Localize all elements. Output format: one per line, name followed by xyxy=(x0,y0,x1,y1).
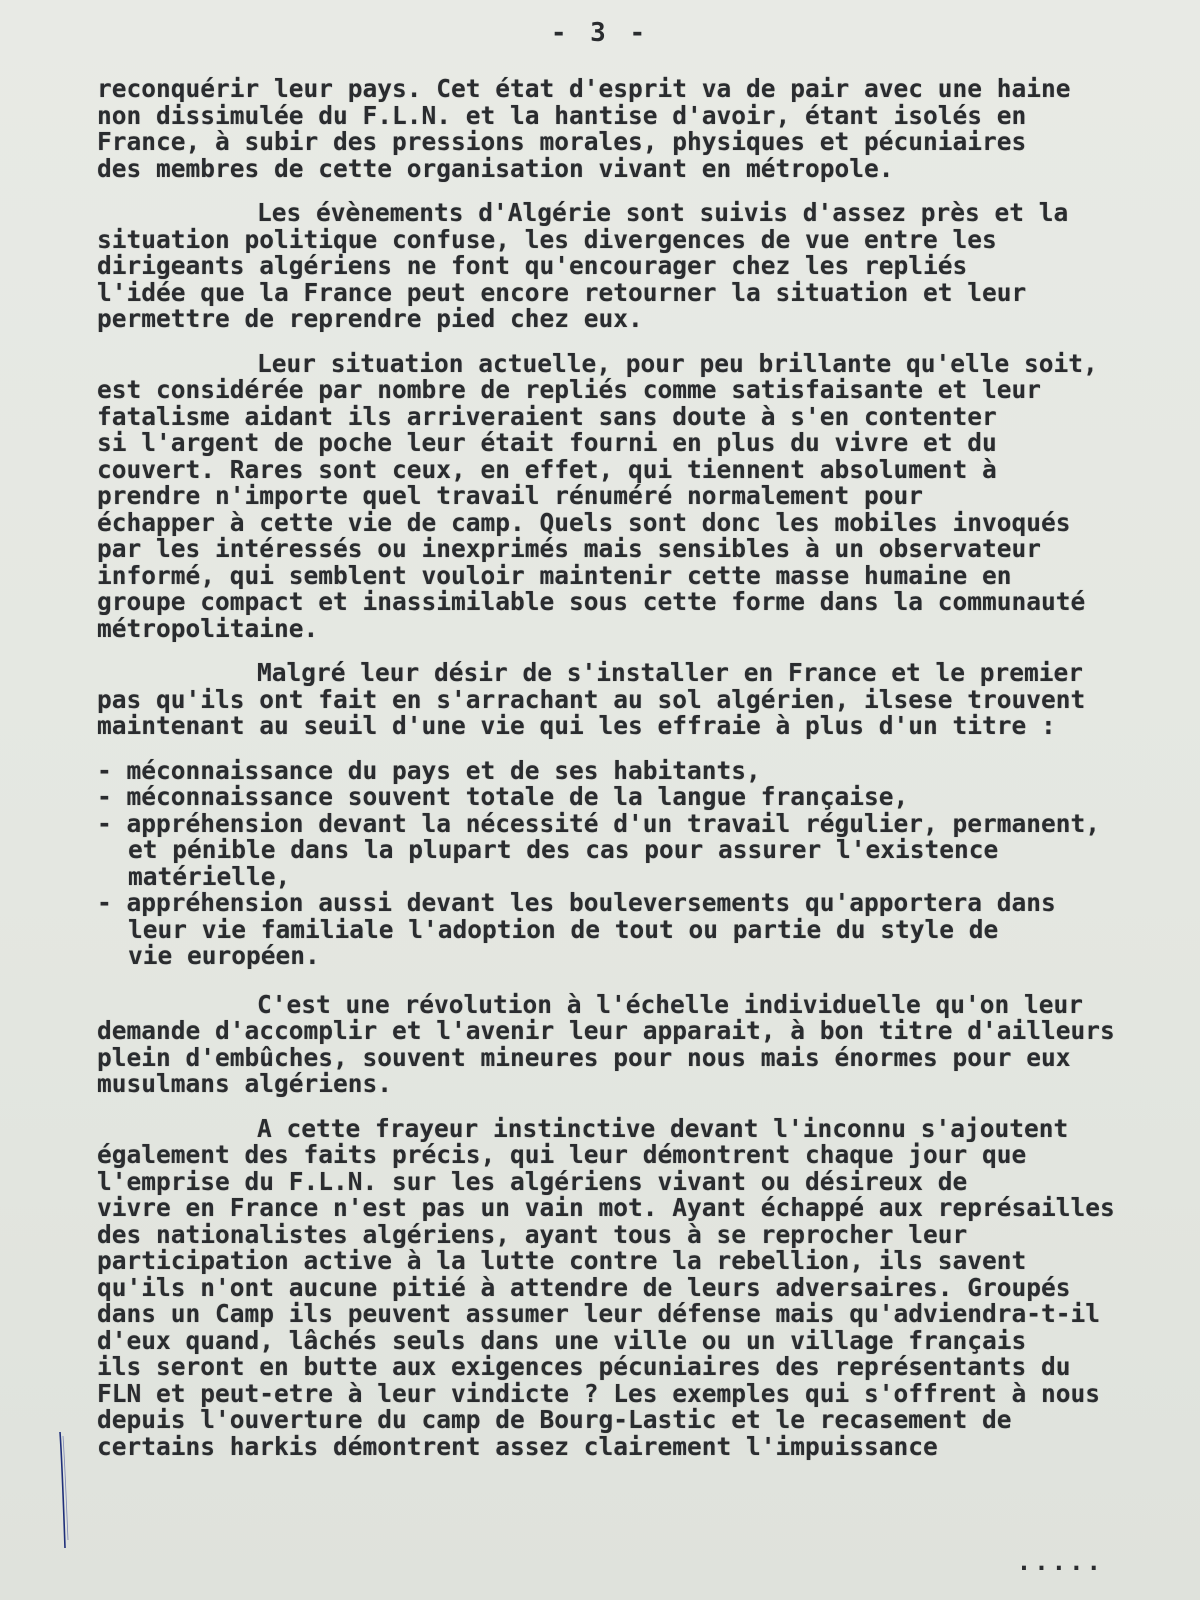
bullet-line: leur vie familiale l'adoption de tout ou partie du style de xyxy=(128,914,999,944)
text-line: demande d'accomplir et l'avenir leur apparait, à bon titre d'ailleurs xyxy=(97,1016,1115,1045)
text-line: non dissimulée du F.L.N. et la hantise d'avoir, étant isolés en xyxy=(97,100,1027,130)
bullet-line: - méconnaissance souvent totale de la langue française, xyxy=(97,782,909,811)
text-line: situation politique confuse, les divergences de vue entre les xyxy=(97,224,997,254)
bullet-item xyxy=(97,890,1177,970)
text-line: échapper à cette vie de camp. Quels sont donc les mobiles invoqués xyxy=(97,507,1071,537)
text-line: maintenant au seuil d'une vie qui les effraie à plus d'un titre : xyxy=(97,711,1056,740)
text-line: Leur situation actuelle, pour peu brillante qu'elle soit, xyxy=(257,348,1098,378)
text-line: couvert. Rares sont ceux, en effet, qui tiennent absolument à xyxy=(97,454,997,484)
text-line: l'idée que la France peut encore retourner la situation et leur xyxy=(97,277,1027,307)
paragraphs-section-2 xyxy=(97,989,1177,1461)
bullet-item xyxy=(97,784,1177,811)
text-line: ils seront en butte aux exigences pécuniaires des représentants du xyxy=(97,1352,1071,1381)
text-line: certains harkis démontrent assez clairement l'impuissance xyxy=(97,1431,938,1461)
paragraph xyxy=(97,660,1177,740)
text-line: est considérée par nombre de repliés comme satisfaisante et leur xyxy=(97,375,1042,404)
text-line: A cette frayeur instinctive devant l'inconnu s'ajoutent xyxy=(257,1113,1069,1143)
paragraph xyxy=(97,200,1177,333)
page-number: - 3 - xyxy=(550,18,650,48)
bullet-line: - méconnaissance du pays et de ses habitants, xyxy=(97,755,761,785)
text-line: permettre de reprendre pied chez eux. xyxy=(97,304,643,333)
text-line: depuis l'ouverture du camp de Bourg-Lastic et le recasement de xyxy=(97,1405,1012,1434)
bullet-line: - appréhension aussi devant les bouleversements qu'apportera dans xyxy=(97,888,1056,917)
paragraph xyxy=(97,1113,1177,1461)
bullet-line: et pénible dans la plupart des cas pour assurer l'existence xyxy=(128,835,999,864)
bullet-line: matérielle, xyxy=(128,861,291,891)
paragraph xyxy=(97,76,1177,182)
text-line: fatalisme aidant ils arriveraient sans doute à s'en contenter xyxy=(97,401,997,431)
bullet-line: vie européen. xyxy=(128,941,320,970)
text-line: groupe compact et inassimilable sous cette forme dans la communauté xyxy=(97,587,1086,616)
text-line: Les évènements d'Algérie sont suivis d'assez près et la xyxy=(257,198,1069,227)
text-line: participation active à la lutte contre la rebellion, ils savent xyxy=(97,1246,1027,1275)
paragraphs-section-1 xyxy=(97,76,1177,740)
text-line: informé, qui semblent vouloir maintenir cette masse humaine en xyxy=(97,560,1012,590)
bullet-item xyxy=(97,755,1177,785)
text-line: dirigeants algériens ne font qu'encourager chez les repliés xyxy=(97,251,968,280)
text-line: C'est une révolution à l'échelle individuelle qu'on leur xyxy=(257,989,1084,1019)
text-line: plein d'embûches, souvent mineures pour nous mais énormes pour eux xyxy=(97,1042,1071,1072)
bullet-line: - appréhension devant la nécessité d'un travail régulier, permanent, xyxy=(97,808,1101,838)
text-line: l'emprise du F.L.N. sur les algériens vivant ou désireux de xyxy=(97,1166,968,1196)
text-line: par les intéressés ou inexprimés mais sensibles à un observateur xyxy=(97,534,1042,563)
text-line: vivre en France n'est pas un vain mot. Ayant échappé aux représailles xyxy=(97,1193,1115,1222)
margin-pen-mark xyxy=(56,1430,72,1550)
text-line: dans un Camp ils peuvent assumer leur défense mais qu'adviendra-t-il xyxy=(97,1299,1101,1328)
text-line: France, à subir des pressions morales, physiques et pécuniaires xyxy=(97,127,1027,156)
text-line: des nationalistes algériens, ayant tous à se reprocher leur xyxy=(97,1219,968,1249)
body-text xyxy=(97,76,1177,1478)
text-line: reconquérir leur pays. Cet état d'esprit va de pair avec une haine xyxy=(97,74,1071,103)
text-line: également des faits précis, qui leur démontrent chaque jour que xyxy=(97,1140,1027,1169)
continuation-dots: ..... xyxy=(1016,1548,1104,1576)
text-line: métropolitaine. xyxy=(97,613,319,643)
text-line: FLN et peut-etre à leur vindicte ? Les exemples qui s'offrent à nous xyxy=(97,1378,1101,1408)
text-line: musulmans algériens. xyxy=(97,1069,393,1098)
paragraph xyxy=(97,989,1177,1098)
text-line: pas qu'ils ont fait en s'arrachant au sol algérien, ilsese trouvent xyxy=(97,684,1086,714)
bullet-list xyxy=(97,755,1177,970)
text-line: Malgré leur désir de s'installer en France et le premier xyxy=(257,658,1084,687)
text-line: si l'argent de poche leur était fourni en plus du vivre et du xyxy=(97,428,997,457)
bullet-item xyxy=(97,808,1177,891)
text-line: qu'ils n'ont aucune pitié à attendre de leurs adversaires. Groupés xyxy=(97,1272,1071,1302)
text-line: prendre n'importe quel travail rénuméré normalement pour xyxy=(97,481,924,510)
text-line: d'eux quand, lâchés seuls dans une ville ou un village français xyxy=(97,1325,1027,1355)
paragraph xyxy=(97,348,1177,643)
text-line: des membres de cette organisation vivant en métropole. xyxy=(97,153,894,183)
